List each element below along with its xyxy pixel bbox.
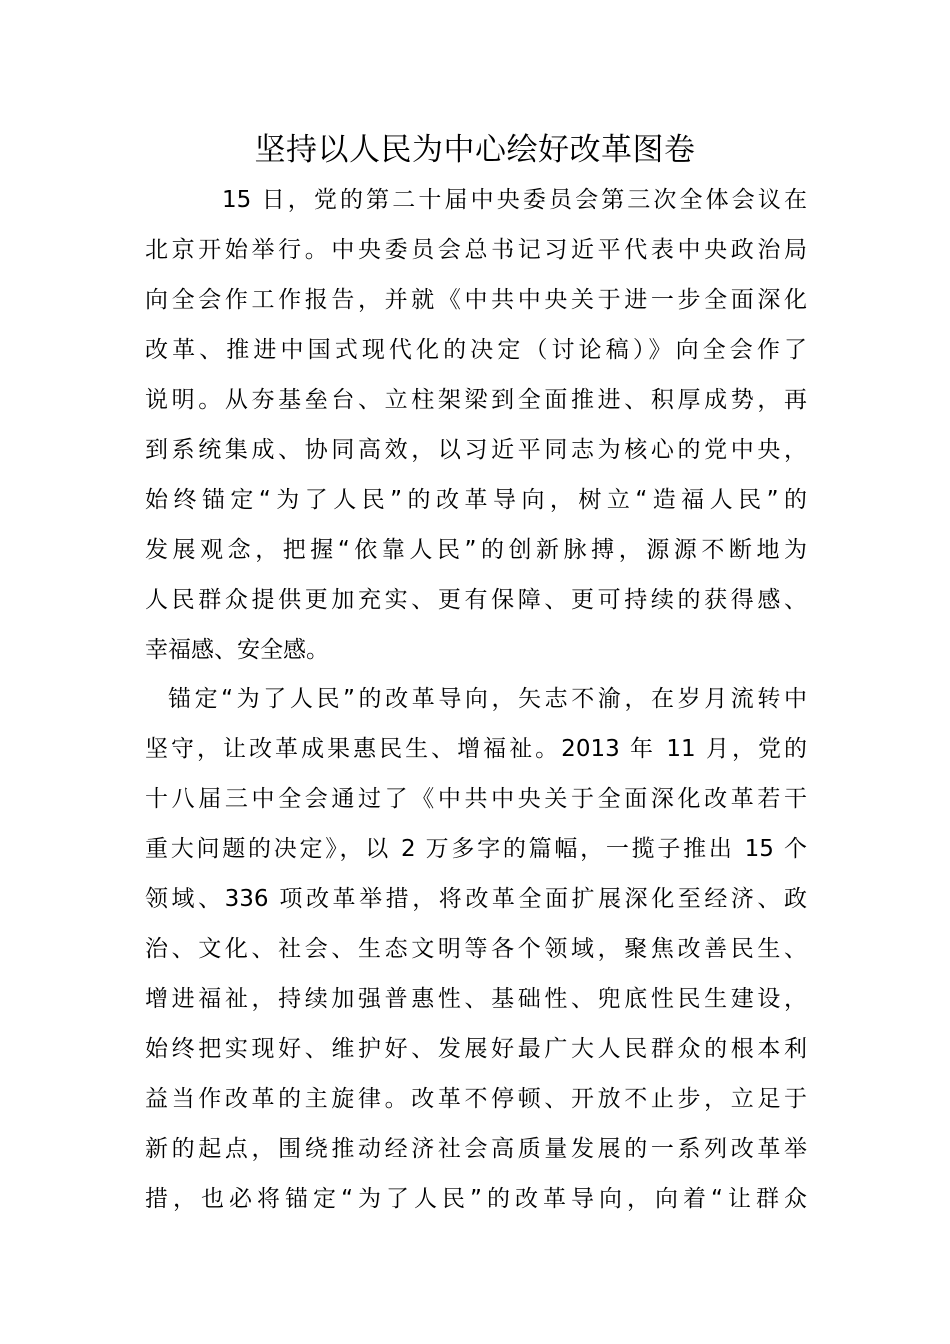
paragraph-1-line-4: 改革、推进中国式现代化的决定（讨论稿）》向全会作了: [145, 337, 807, 363]
paragraph-1-line-2: 北京开始举行。中央委员会总书记习近平代表中央政治局: [145, 237, 807, 263]
paragraph-2-line-5: 领域、336 项改革举措，将改革全面扩展深化至经济、政: [145, 886, 807, 912]
paragraph-1-line-6: 到系统集成、协同高效，以习近平同志为核心的党中央，: [145, 437, 807, 463]
paragraph-2-line-10: 新的起点，围绕推动经济社会高质量发展的一系列改革举: [145, 1136, 807, 1162]
paragraph-2-line-3: 十八届三中全会通过了《中共中央关于全面深化改革若干: [145, 786, 807, 812]
paragraph-2-line-9: 益当作改革的主旋律。改革不停顿、开放不止步，立足于: [145, 1086, 807, 1112]
paragraph-1-line-1: 15 日，党的第二十届中央委员会第三次全体会议在: [222, 187, 807, 213]
paragraph-2-line-2: 坚守，让改革成果惠民生、增福祉。2013 年 11 月，党的: [145, 736, 807, 762]
paragraph-2-line-6: 治、文化、社会、生态文明等各个领域，聚焦改善民生、: [145, 936, 807, 962]
paragraph-1-line-9: 人民群众提供更加充实、更有保障、更可持续的获得感、: [145, 587, 807, 613]
document-title: 坚持以人民为中心绘好改革图卷: [254, 132, 696, 168]
paragraph-2-line-8: 始终把实现好、维护好、发展好最广大人民群众的根本利: [145, 1036, 807, 1062]
paragraph-1-line-7: 始终锚定“为了人民”的改革导向，树立“造福人民”的: [145, 487, 807, 513]
paragraph-1-line-3: 向全会作工作报告，并就《中共中央关于进一步全面深化: [145, 287, 807, 313]
paragraph-2-line-11: 措，也必将锚定“为了人民”的改革导向，向着“让群众: [145, 1186, 807, 1212]
paragraph-1-line-5: 说明。从夯基垒台、立柱架梁到全面推进、积厚成势，再: [145, 387, 807, 413]
paragraph-2-line-7: 增进福祉，持续加强普惠性、基础性、兜底性民生建设，: [145, 986, 807, 1012]
paragraph-2-line-4: 重大问题的决定》，以 2 万多字的篇幅，一揽子推出 15 个: [145, 836, 807, 862]
paragraph-1-line-8: 发展观念，把握“依靠人民”的创新脉搏，源源不断地为: [145, 537, 807, 563]
paragraph-1-line-10: 幸福感、安全感。: [145, 637, 329, 663]
paragraph-2-line-1: 锚定“为了人民”的改革导向，矢志不渝，在岁月流转中: [168, 686, 807, 712]
